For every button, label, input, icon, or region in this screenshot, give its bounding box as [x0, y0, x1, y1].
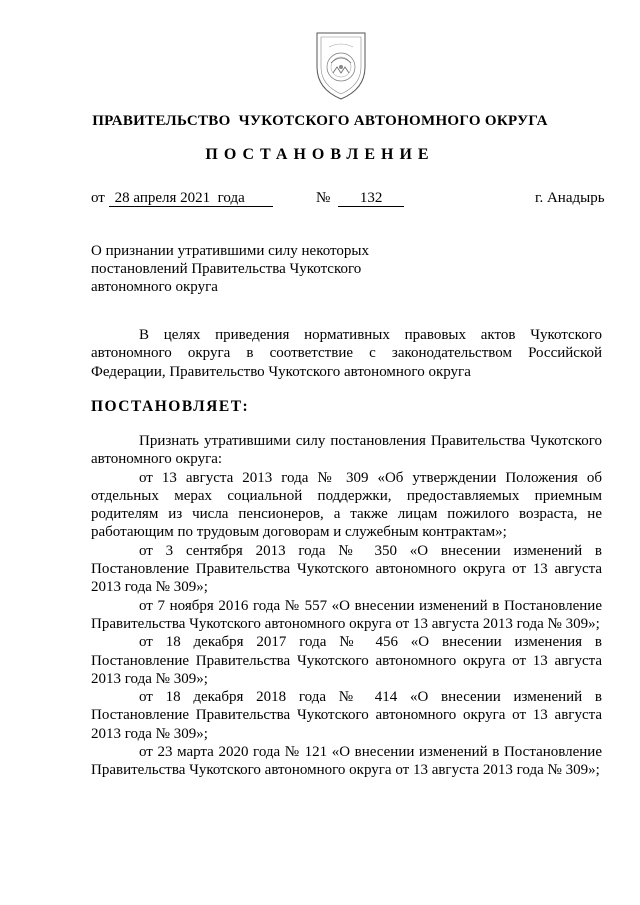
items-list [91, 432, 602, 780]
list-item: от 23 марта 2020 года № 121 «О внесении изменений в Постановление Правительства Чукотского автономного округа от 13 августа 2013 года № 309»; [91, 744, 602, 779]
document-subject: О признании утратившими силу некоторых постановлений Правительства Чукотского автономного округа [91, 243, 369, 295]
coat-of-arms-icon [309, 27, 373, 103]
document-type: ПОСТАНОВЛЕНИЕ [205, 146, 435, 163]
document-city: г. Анадырь [535, 190, 605, 206]
date-line [91, 190, 273, 207]
decree-heading: ПОСТАНОВЛЯЕТ: [91, 398, 250, 415]
list-item: от 18 декабря 2018 года № 414 «О внесении изменений в Постановление Правительства Чукотского автономного округа от 13 августа 2013 года № 309»; [91, 689, 602, 742]
organization-title: ПРАВИТЕЛЬСТВО ЧУКОТСКОГО АВТОНОМНОГО ОКРУГА [92, 113, 548, 129]
list-item: от 13 августа 2013 года № 309 «Об утверждении Положения об отдельных мерах социальной поддержки, предоставляемых приемным родителям из числа пенсионеров, а также лицам пожилого возраста, не работающим по трудовым договорам и служебным контрактам»; [91, 469, 602, 541]
list-item: от 3 сентября 2013 года № 350 «О внесении изменений в Постановление Правительства Чукотского автономного округа от 13 августа 2013 года № 309»; [91, 542, 602, 596]
number-line [316, 190, 404, 207]
list-item: от 18 декабря 2017 года № 456 «О внесении изменения в Постановление Правительства Чукотского автономного округа от 13 августа 2013 года № 309»; [91, 634, 602, 687]
preamble: В целях приведения нормативных правовых актов Чукотского автономного округа в соответствие с законодательством Российской Федерации, Правительство Чукотского автономного округа [91, 327, 602, 380]
document-number: 132 [338, 190, 404, 207]
date-prefix: от [91, 190, 105, 206]
list-item: Признать утратившими силу постановления Правительства Чукотского автономного округа: [91, 433, 602, 468]
number-prefix: № [316, 190, 331, 206]
document-date: 28 апреля 2021 года [109, 190, 273, 207]
list-item: от 7 ноября 2016 года № 557 «О внесении изменений в Постановление Правительства Чукотского автономного округа от 13 августа 2013 года № 309»; [91, 597, 602, 632]
